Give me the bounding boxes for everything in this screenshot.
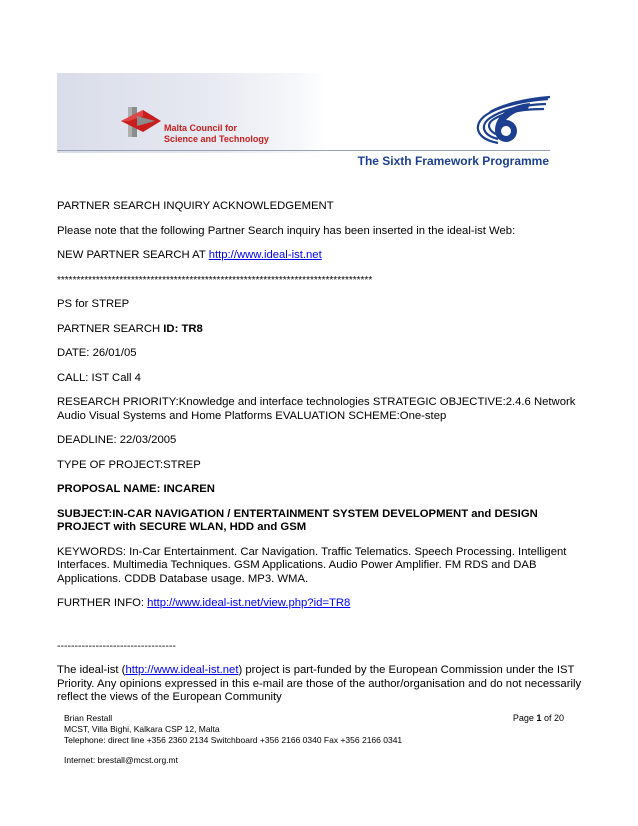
call-line: CALL: IST Call 4 xyxy=(57,371,141,384)
fp6-logo-icon xyxy=(468,95,552,147)
disclaimer xyxy=(57,664,582,705)
further-label: FURTHER INFO: xyxy=(57,597,148,609)
contact-internet: Internet: brestall@mcst.org.mt xyxy=(64,755,178,765)
header-divider xyxy=(57,150,550,151)
page-total: of 20 xyxy=(541,713,564,723)
ps-id-value: ID: TR8 xyxy=(163,322,203,335)
mcst-name: Malta Council for Science and Technology xyxy=(164,123,269,144)
partner-search-id xyxy=(57,323,582,337)
further-info xyxy=(57,597,582,611)
disclaimer-link[interactable]: http://www.ideal-ist.net xyxy=(125,664,239,676)
inquiry-note: Please note that the following Partner Search inquiry has been inserted in the ideal-ist Web: xyxy=(57,224,516,237)
email-body xyxy=(57,200,582,716)
subject-line xyxy=(57,508,582,535)
page-label: Page xyxy=(512,713,537,723)
subject-text: SUBJECT:IN-CAR NAVIGATION / ENTERTAINMENT SYSTEM DEVELOPMENT and DESIGN PROJECT with SECURE WLAN, HDD and GSM xyxy=(57,507,538,533)
project-type: TYPE OF PROJECT:STREP xyxy=(57,458,201,471)
page-footer xyxy=(64,713,564,766)
contact-telephone: Telephone: direct line +356 2360 2134 Switchboard +356 2166 0340 Fax +356 2166 0341 xyxy=(64,735,403,745)
keywords: KEYWORDS: In-Car Entertainment. Car Navigation. Traffic Telematics. Speech Processing. Intelligent Interfaces. Multimedia Techniques. GSM Applications. Audio Power Amplifier. FM RDS and DAB Applications. CDDB Database usage. MP3. WMA. xyxy=(57,545,567,585)
page-current: 1 xyxy=(536,713,542,723)
page-number xyxy=(513,713,564,724)
stars-separator: ********************************************************************************* xyxy=(57,274,373,286)
contact-name: Brian Restall xyxy=(64,713,113,723)
proposal-name xyxy=(57,483,582,497)
ps-for: PS for STREP xyxy=(57,298,130,310)
contact-address: MCST, Villa Bighi, Kalkara CSP 12, Malta xyxy=(64,724,220,734)
dash-separator: ---------------------------------- xyxy=(57,639,176,652)
proposal-name-text: PROPOSAL NAME: INCAREN xyxy=(57,483,215,495)
new-search-label: NEW PARTNER SEARCH AT xyxy=(57,249,209,261)
deadline-line: DEADLINE: 22/03/2005 xyxy=(57,434,177,446)
acknowledgement-title: PARTNER SEARCH INQUIRY ACKNOWLEDGEMENT xyxy=(57,200,334,212)
new-search-line xyxy=(57,249,582,263)
disclaimer-post: ) project is part-funded by the European Commission under the IST Priority. Any opinions expressed in this e-mail are those of the author/organisation and do not necessarily reflect the views of the European Community xyxy=(57,664,582,703)
disclaimer-pre: The ideal-ist ( xyxy=(57,664,126,676)
ideal-ist-link[interactable]: http://www.ideal-ist.net xyxy=(208,249,322,261)
letterhead xyxy=(57,73,557,173)
mcst-logo-icon xyxy=(121,104,161,140)
ps-id-label: PARTNER SEARCH xyxy=(57,322,164,335)
further-info-link[interactable]: http://www.ideal-ist.net/view.php?id=TR8 xyxy=(147,597,351,609)
date-line: DATE: 26/01/05 xyxy=(57,347,137,359)
programme-title: The Sixth Framework Programme xyxy=(357,154,549,168)
research-priority: RESEARCH PRIORITY:Knowledge and interface technologies STRATEGIC OBJECTIVE:2.4.6 Network Audio Visual Systems and Home Platforms EVALUATION SCHEME:One-step xyxy=(57,396,576,422)
